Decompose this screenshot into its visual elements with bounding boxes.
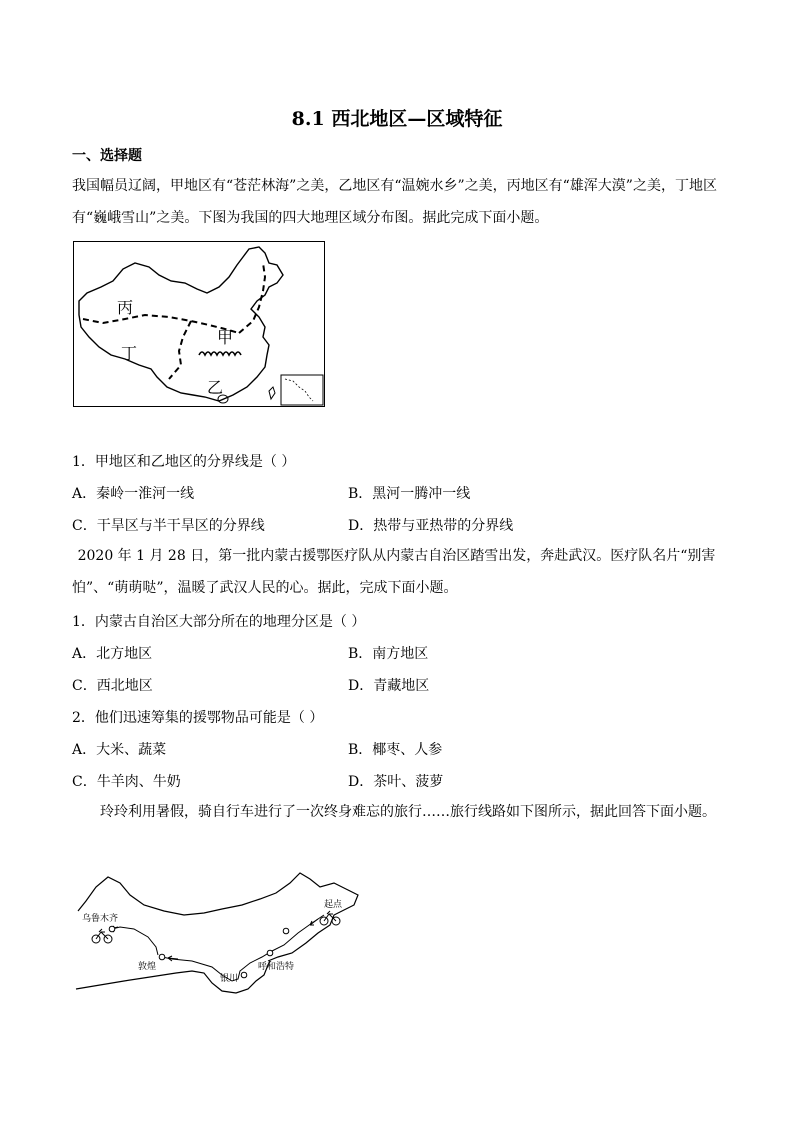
question-3-option-a[interactable]: A．大米、蔬菜	[72, 742, 167, 758]
bicycle-icon-urumqi	[92, 929, 112, 943]
question-1-option-c[interactable]: C．干旱区与半干旱区的分界线	[72, 518, 265, 534]
question-1-stem: 1．甲地区和乙地区的分界线是（ ）	[72, 454, 296, 470]
region-label-jia: 甲	[217, 328, 234, 347]
question-3-option-c[interactable]: C．牛羊肉、牛奶	[72, 774, 181, 790]
question-1-option-b[interactable]: B．黑河一腾冲一线	[348, 486, 471, 502]
label-start: 起点	[324, 900, 343, 910]
route-path-west	[112, 927, 158, 955]
question-1-option-a[interactable]: A．秦岭一淮河一线	[72, 486, 195, 502]
question-2-stem: 1．内蒙古自治区大部分所在的地理分区是（ ）	[72, 614, 366, 630]
intro-paragraph-3: 玲玲利用暑假，骑自行车进行了一次终身难忘的旅行……旅行线路如下图所示，据此回答下面小题。	[100, 804, 716, 820]
label-dunhuang: 敦煌	[138, 962, 157, 972]
question-1-option-d[interactable]: D．热带与亚热带的分界线	[348, 518, 514, 534]
china-regions-map	[73, 241, 325, 407]
arrow-dunhuang	[168, 956, 178, 961]
intro-paragraph-1: 我国幅员辽阔，甲地区有“苍茫林海”之美，乙地区有“温婉水乡”之美，丙地区有“雄浑大漠”之美，丁地区有“巍峨雪山”之美。下图为我国的四大地理区域分布图。据此完成下面小题。	[72, 178, 717, 226]
question-2-option-a[interactable]: A．北方地区	[72, 646, 153, 662]
question-2-option-b[interactable]: B．南方地区	[348, 646, 429, 662]
label-urumqi: 乌鲁木齐	[82, 914, 119, 924]
hohhot-marker	[267, 950, 273, 956]
region-label-yi: 乙	[207, 378, 224, 397]
waypoint-marker	[283, 928, 289, 934]
dunhuang-marker	[159, 954, 165, 960]
question-3-stem: 2．他们迅速筹集的援鄂物品可能是（ ）	[72, 710, 324, 726]
north-border-line	[78, 873, 358, 961]
cycling-route-map	[72, 865, 372, 995]
question-2-option-d[interactable]: D．青藏地区	[348, 678, 430, 694]
question-2-option-c[interactable]: C．西北地区	[72, 678, 153, 694]
south-border-line	[76, 961, 270, 993]
intro-paragraph-2: 2020 年 1 月 28 日，第一批内蒙古援鄂医疗队从内蒙古自治区踏雪出发，奔赴武汉。医疗队名片“别害怕”、“萌萌哒”，温暖了武汉人民的心。据此，完成下面小题。	[72, 548, 716, 596]
yinchuan-marker	[241, 972, 247, 978]
label-yinchuan: 银川	[220, 974, 239, 984]
region-label-bing: 丙	[117, 298, 134, 317]
arrow-start	[310, 919, 318, 925]
question-3-option-b[interactable]: B．椰枣、人参	[348, 742, 443, 758]
question-3-option-d[interactable]: D．茶叶、菠萝	[348, 774, 444, 790]
page-title: 8.1 西北地区—区域特征	[291, 108, 503, 130]
region-label-ding: 丁	[121, 344, 138, 363]
section-heading: 一、选择题	[72, 148, 142, 164]
label-hohhot: 呼和浩特	[258, 962, 295, 972]
urumqi-marker	[109, 926, 115, 932]
